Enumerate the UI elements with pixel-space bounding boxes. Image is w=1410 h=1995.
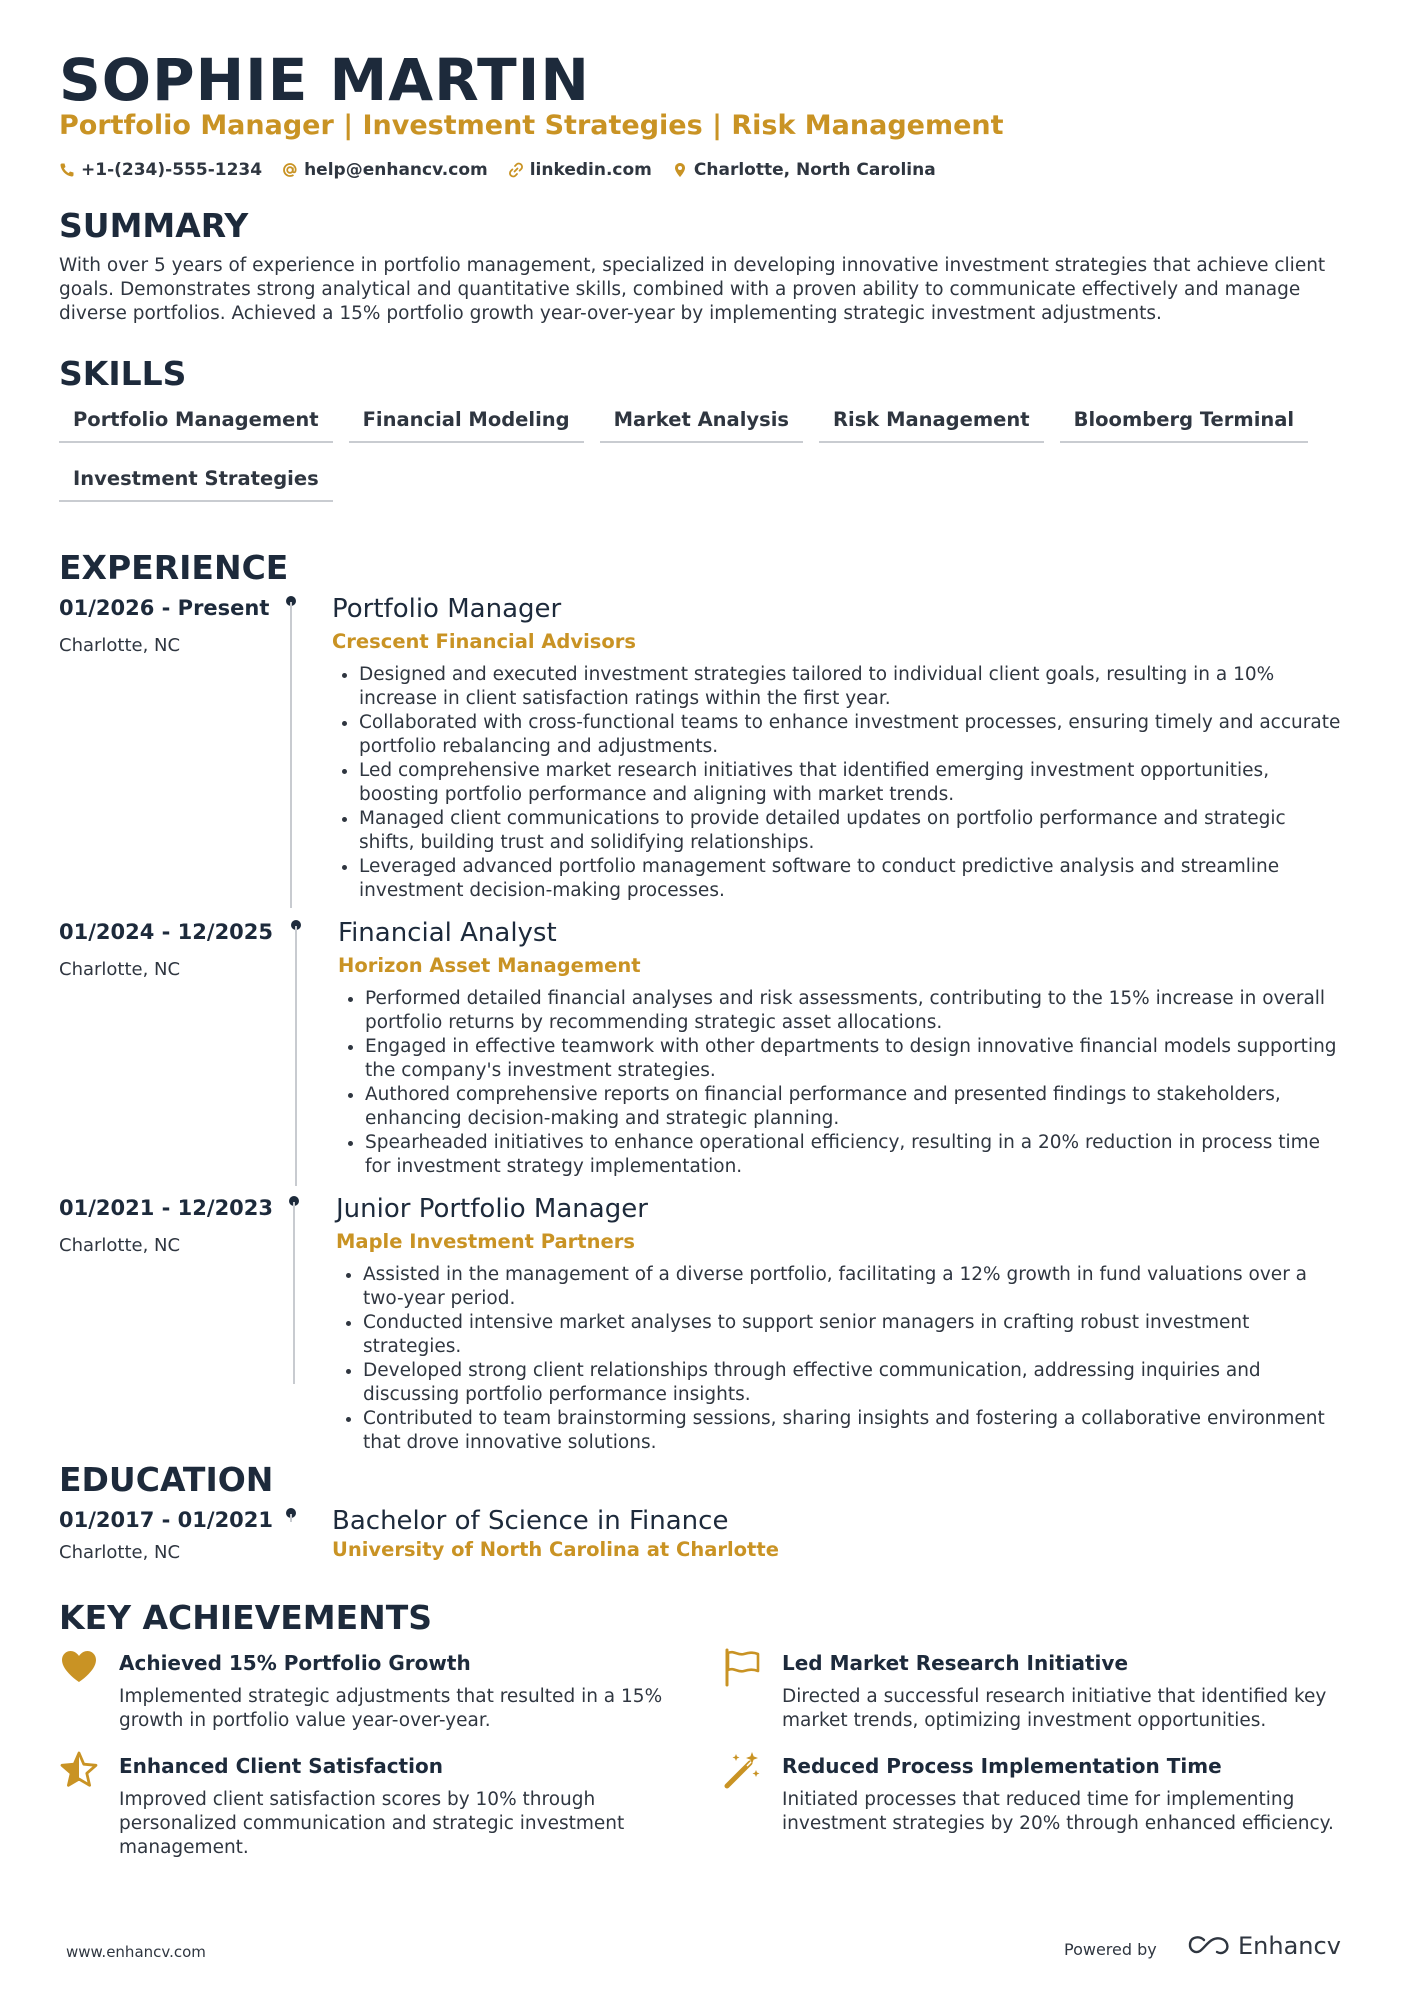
job-3-details xyxy=(336,1194,1346,1455)
job-date: 01/2021 - 12/2023 xyxy=(59,1196,274,1220)
contact-bar xyxy=(59,160,936,180)
job-company: Horizon Asset Management xyxy=(338,954,641,977)
contact-linkedin-text: linkedin.com xyxy=(529,160,652,180)
job-role: Portfolio Manager xyxy=(332,594,562,624)
timeline-line xyxy=(295,926,297,1186)
summary-text: With over 5 years of experience in portfolio management, specialized in developing innovative investment strategies that achieve client goals. Demonstrates strong analytical and quantitative skills, combined with a proven ability to communicate effectively and manage diverse portfolios. Achieved a 15% portfolio growth year-over-year by implementing strategic investment adjustments. xyxy=(59,255,1326,324)
footer-url[interactable]: www.enhancv.com xyxy=(66,1943,206,1961)
job-bullet: • Engaged in effective teamwork with other departments to design innovative financial models supporting the company's investment strategies. xyxy=(365,1035,1348,1083)
contact-phone[interactable] xyxy=(59,160,262,180)
contact-location-text: Charlotte, North Carolina xyxy=(693,160,936,180)
skill-tag: Risk Management xyxy=(819,404,1044,443)
job-bullet: • Conducted intensive market analyses to support senior managers in crafting robust investment strategies. xyxy=(363,1311,1346,1359)
job-bullet: • Leveraged advanced portfolio management software to conduct predictive analysis and streamline investment decision-making processes. xyxy=(359,855,1342,903)
footer-powered-by: Powered by xyxy=(1064,1940,1157,1959)
job-bullet: • Managed client communications to provide detailed updates on portfolio performance and strategic shifts, building trust and solidifying relationships. xyxy=(359,807,1342,855)
job-bullets xyxy=(332,663,1342,903)
achievement-title: Reduced Process Implementation Time xyxy=(782,1754,1222,1778)
location-pin-icon xyxy=(672,162,688,178)
job-bullet: • Assisted in the management of a diverse portfolio, facilitating a 12% growth in fund valuations over a two-year period. xyxy=(363,1263,1346,1311)
summary-heading: SUMMARY xyxy=(59,206,249,245)
job-bullets xyxy=(338,987,1348,1179)
timeline-line xyxy=(290,1514,292,1522)
education-details xyxy=(332,1506,1342,1561)
contact-email-text: help@enhancv.com xyxy=(304,160,488,180)
experience-heading: EXPERIENCE xyxy=(59,548,289,587)
job-bullet: • Developed strong client relationships through effective communication, addressing inquiries and discussing portfolio performance insights. xyxy=(363,1359,1346,1407)
education-location: Charlotte, NC xyxy=(59,1542,181,1563)
achievement-title: Enhanced Client Satisfaction xyxy=(119,1754,443,1778)
job-bullet: • Spearheaded initiatives to enhance operational efficiency, resulting in a 20% reduction in process time for investment strategy implementation. xyxy=(365,1131,1348,1179)
job-company: Crescent Financial Advisors xyxy=(332,630,637,653)
skills-list xyxy=(59,404,1339,502)
contact-location xyxy=(672,160,936,180)
at-icon xyxy=(282,162,298,178)
job-role: Financial Analyst xyxy=(338,918,557,948)
job-bullet: • Led comprehensive market research initiatives that identified emerging investment opportunities, boosting portfolio performance and aligning with market trends. xyxy=(359,759,1342,807)
job-3-meta xyxy=(59,1196,289,1256)
skill-tag: Financial Modeling xyxy=(349,404,584,443)
education-date: 01/2017 - 01/2021 xyxy=(59,1508,274,1532)
education-meta xyxy=(59,1508,289,1563)
timeline-line xyxy=(290,602,292,908)
job-location: Charlotte, NC xyxy=(59,635,181,656)
achievement-desc: Improved client satisfaction scores by 10% through personalized communication and strategic investment management. xyxy=(119,1789,625,1858)
job-2-meta xyxy=(59,920,289,980)
job-date: 01/2024 - 12/2025 xyxy=(59,920,274,944)
flag-icon xyxy=(722,1647,762,1687)
job-1-details xyxy=(332,594,1342,903)
skill-tag: Investment Strategies xyxy=(59,463,333,502)
job-bullet: • Contributed to team brainstorming sessions, sharing insights and fostering a collaborative environment that drove innovative solutions. xyxy=(363,1407,1346,1455)
achievement-desc: Directed a successful research initiative that identified key market trends, optimizing investment opportunities. xyxy=(782,1686,1327,1731)
skill-tag: Bloomberg Terminal xyxy=(1060,404,1309,443)
contact-linkedin[interactable] xyxy=(508,160,652,180)
achievement-desc: Implemented strategic adjustments that resulted in a 15% growth in portfolio value year-over-year. xyxy=(119,1686,663,1731)
contact-email[interactable] xyxy=(282,160,488,180)
achievements-heading: KEY ACHIEVEMENTS xyxy=(59,1598,433,1637)
job-bullet: • Collaborated with cross-functional teams to enhance investment processes, ensuring timely and accurate portfolio rebalancing and adjustments. xyxy=(359,711,1342,759)
job-date: 01/2026 - Present xyxy=(59,596,270,620)
job-bullet: • Authored comprehensive reports on financial performance and presented findings to stakeholders, enhancing decision-making and strategic planning. xyxy=(365,1083,1348,1131)
skills-heading: SKILLS xyxy=(59,354,187,393)
job-2-details xyxy=(338,918,1348,1179)
job-location: Charlotte, NC xyxy=(59,959,181,980)
job-bullet: • Designed and executed investment strategies tailored to individual client goals, resulting in a 10% increase in client satisfaction ratings within the first year. xyxy=(359,663,1342,711)
footer-brand-name: Enhancv xyxy=(1238,1932,1341,1960)
job-role: Junior Portfolio Manager xyxy=(336,1194,648,1224)
job-bullets xyxy=(336,1263,1346,1455)
footer-brand-logo[interactable] xyxy=(1186,1932,1341,1960)
skill-tag: Market Analysis xyxy=(600,404,803,443)
education-heading: EDUCATION xyxy=(59,1460,274,1499)
star-icon xyxy=(59,1750,99,1790)
job-1-meta xyxy=(59,596,289,656)
phone-icon xyxy=(59,162,75,178)
timeline-line xyxy=(293,1202,295,1384)
job-company: Maple Investment Partners xyxy=(336,1230,635,1253)
education-degree: Bachelor of Science in Finance xyxy=(332,1506,729,1536)
achievement-desc: Initiated processes that reduced time for implementing investment strategies by 20% through enhanced efficiency. xyxy=(782,1789,1334,1834)
job-location: Charlotte, NC xyxy=(59,1235,181,1256)
candidate-title: Portfolio Manager | Investment Strategies | Risk Management xyxy=(59,110,1004,141)
heart-icon xyxy=(59,1647,99,1687)
education-school: University of North Carolina at Charlotte xyxy=(332,1538,779,1561)
job-bullet: • Performed detailed financial analyses and risk assessments, contributing to the 15% increase in overall portfolio returns by recommending strategic asset allocations. xyxy=(365,987,1348,1035)
achievement-title: Achieved 15% Portfolio Growth xyxy=(119,1651,471,1675)
link-icon xyxy=(508,162,524,178)
achievement-title: Led Market Research Initiative xyxy=(782,1651,1129,1675)
contact-phone-text: +1-(234)-555-1234 xyxy=(81,160,263,180)
candidate-name: SOPHIE MARTIN xyxy=(59,46,590,114)
enhancv-logo-icon xyxy=(1186,1934,1232,1958)
skill-tag: Portfolio Management xyxy=(59,404,333,443)
magic-wand-icon xyxy=(722,1750,762,1790)
